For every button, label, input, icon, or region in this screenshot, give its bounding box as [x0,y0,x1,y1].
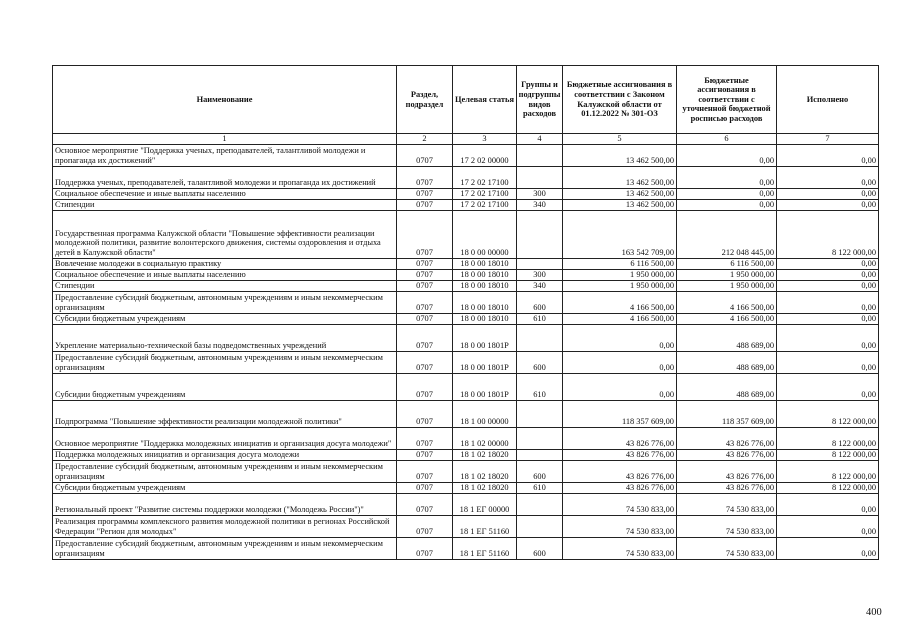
cell-target: 18 1 02 18020 [453,460,517,482]
page-number: 400 [866,607,882,618]
cell-revised: 0,00 [677,166,777,188]
cell-target: 18 1 ЕГ 51160 [453,515,517,537]
cell-target: 17 2 02 17100 [453,166,517,188]
table-row [53,373,879,400]
cell-name: Реализация программы комплексного развития молодежной политики в регионах Российской Федерации "Регион для молодых" [53,515,397,537]
cell-executed: 0,00 [777,493,879,515]
cell-executed: 0,00 [777,258,879,269]
cell-name: Региональный проект "Развитие системы поддержки молодежи ("Молодежь России")" [53,493,397,515]
cell-executed: 0,00 [777,199,879,210]
table-row [53,460,879,482]
header-groups: Группы и подгруппы видов расходов [517,66,563,134]
cell-target: 18 0 00 1801P [453,351,517,373]
cell-revised: 488 689,00 [677,373,777,400]
header-target: Целевая статья [453,66,517,134]
cell-name: Укрепление материально-технической базы подведомственных учреждений [53,324,397,351]
cell-executed: 0,00 [777,313,879,324]
cell-group: 600 [517,537,563,559]
cell-section: 0707 [397,449,453,460]
budget-table [52,65,879,560]
cell-executed: 0,00 [777,291,879,313]
table-row [53,269,879,280]
cell-executed: 0,00 [777,166,879,188]
cell-name: Поддержка ученых, преподавателей, талантливой молодежи и пропаганда их достижений [53,166,397,188]
cell-group: 610 [517,482,563,493]
cell-target: 18 0 00 00000 [453,210,517,258]
cell-executed: 8 122 000,00 [777,427,879,449]
header-revised: Бюджетные ассигнования в соответствии с уточненной бюджетной росписью расходов [677,66,777,134]
cell-target: 18 0 00 1801P [453,324,517,351]
column-number: 7 [777,134,879,145]
cell-section: 0707 [397,537,453,559]
cell-section: 0707 [397,313,453,324]
cell-group: 600 [517,351,563,373]
cell-name: Социальное обеспечение и иные выплаты населению [53,269,397,280]
cell-section: 0707 [397,493,453,515]
cell-executed: 0,00 [777,188,879,199]
cell-revised: 0,00 [677,188,777,199]
cell-law: 6 116 500,00 [563,258,677,269]
cell-executed: 0,00 [777,515,879,537]
table-row [53,166,879,188]
cell-name: Предоставление субсидий бюджетным, автономным учреждениям и иным некоммерческим организациям [53,291,397,313]
cell-name: Основное мероприятие "Поддержка ученых, преподавателей, талантливой молодежи и пропаганда их достижений" [53,144,397,166]
cell-section: 0707 [397,188,453,199]
table-row [53,280,879,291]
cell-target: 18 0 00 1801P [453,373,517,400]
cell-revised: 0,00 [677,144,777,166]
table-row [53,291,879,313]
cell-executed: 0,00 [777,144,879,166]
cell-section: 0707 [397,427,453,449]
cell-section: 0707 [397,324,453,351]
column-number-row [53,134,879,145]
cell-section: 0707 [397,199,453,210]
cell-group: 300 [517,269,563,280]
cell-revised: 1 950 000,00 [677,269,777,280]
cell-revised: 74 530 833,00 [677,515,777,537]
cell-group [517,258,563,269]
cell-revised: 74 530 833,00 [677,537,777,559]
cell-executed: 0,00 [777,324,879,351]
cell-revised: 4 166 500,00 [677,313,777,324]
cell-law: 43 826 776,00 [563,427,677,449]
cell-group [517,449,563,460]
column-number: 2 [397,134,453,145]
cell-group [517,144,563,166]
cell-group: 600 [517,460,563,482]
cell-revised: 43 826 776,00 [677,427,777,449]
column-number: 5 [563,134,677,145]
cell-target: 18 1 02 00000 [453,427,517,449]
cell-law: 118 357 609,00 [563,400,677,427]
cell-law: 0,00 [563,324,677,351]
cell-executed: 0,00 [777,269,879,280]
table-row [53,188,879,199]
cell-law: 0,00 [563,373,677,400]
cell-law: 4 166 500,00 [563,291,677,313]
cell-target: 18 1 02 18020 [453,449,517,460]
table-row [53,449,879,460]
column-number: 1 [53,134,397,145]
cell-revised: 1 950 000,00 [677,280,777,291]
cell-target: 17 2 02 17100 [453,188,517,199]
cell-name: Государственная программа Калужской области "Повышение эффективности реализации молодежной политики, развитие волонтерского движения, системы оздоровления и отдыха детей в Калужской области" [53,210,397,258]
cell-target: 18 1 ЕГ 00000 [453,493,517,515]
header-name: Наименование [53,66,397,134]
header-law: Бюджетные ассигнования в соответствии с Законом Калужской области от 01.12.2022 № 301-ОЗ [563,66,677,134]
cell-section: 0707 [397,210,453,258]
cell-section: 0707 [397,460,453,482]
cell-target: 18 0 00 18010 [453,291,517,313]
cell-revised: 212 048 445,00 [677,210,777,258]
cell-group: 340 [517,280,563,291]
table-row [53,144,879,166]
cell-executed: 0,00 [777,280,879,291]
cell-executed: 8 122 000,00 [777,460,879,482]
cell-revised: 6 116 500,00 [677,258,777,269]
header-executed: Исполнено [777,66,879,134]
cell-group: 610 [517,313,563,324]
cell-group [517,324,563,351]
table-row [53,537,879,559]
cell-law: 13 462 500,00 [563,144,677,166]
cell-law: 13 462 500,00 [563,166,677,188]
cell-law: 163 542 709,00 [563,210,677,258]
cell-target: 18 1 02 18020 [453,482,517,493]
cell-executed: 0,00 [777,537,879,559]
cell-section: 0707 [397,482,453,493]
cell-name: Субсидии бюджетным учреждениям [53,373,397,400]
cell-name: Стипендии [53,280,397,291]
table-row [53,210,879,258]
cell-name: Предоставление субсидий бюджетным, автономным учреждениям и иным некоммерческим организациям [53,460,397,482]
cell-law: 1 950 000,00 [563,269,677,280]
cell-law: 13 462 500,00 [563,188,677,199]
cell-target: 18 0 00 18010 [453,280,517,291]
cell-law: 13 462 500,00 [563,199,677,210]
cell-section: 0707 [397,166,453,188]
cell-executed: 8 122 000,00 [777,449,879,460]
cell-group [517,493,563,515]
budget-table-container [52,65,878,560]
cell-name: Стипендии [53,199,397,210]
cell-law: 43 826 776,00 [563,449,677,460]
column-number: 6 [677,134,777,145]
header-row [53,66,879,134]
cell-revised: 43 826 776,00 [677,460,777,482]
cell-group: 610 [517,373,563,400]
cell-revised: 488 689,00 [677,324,777,351]
cell-group [517,210,563,258]
cell-section: 0707 [397,291,453,313]
cell-target: 18 1 ЕГ 51160 [453,537,517,559]
column-number: 3 [453,134,517,145]
cell-group [517,427,563,449]
cell-target: 17 2 02 17100 [453,199,517,210]
cell-section: 0707 [397,280,453,291]
cell-law: 74 530 833,00 [563,537,677,559]
cell-law: 1 950 000,00 [563,280,677,291]
cell-name: Поддержка молодежных инициатив и организация досуга молодежи [53,449,397,460]
cell-section: 0707 [397,351,453,373]
cell-target: 17 2 02 00000 [453,144,517,166]
cell-name: Основное мероприятие "Поддержка молодежных инициатив и организация досуга молодежи" [53,427,397,449]
cell-revised: 43 826 776,00 [677,449,777,460]
cell-group [517,400,563,427]
cell-target: 18 1 00 00000 [453,400,517,427]
cell-section: 0707 [397,400,453,427]
table-row [53,482,879,493]
cell-law: 43 826 776,00 [563,460,677,482]
cell-name: Субсидии бюджетным учреждениям [53,313,397,324]
cell-name: Предоставление субсидий бюджетным, автономным учреждениям и иным некоммерческим организациям [53,537,397,559]
table-row [53,324,879,351]
cell-law: 74 530 833,00 [563,493,677,515]
cell-revised: 4 166 500,00 [677,291,777,313]
cell-group: 300 [517,188,563,199]
header-section: Раздел, подраздел [397,66,453,134]
cell-revised: 0,00 [677,199,777,210]
table-row [53,351,879,373]
cell-name: Субсидии бюджетным учреждениям [53,482,397,493]
cell-section: 0707 [397,258,453,269]
cell-group: 600 [517,291,563,313]
cell-law: 74 530 833,00 [563,515,677,537]
cell-executed: 8 122 000,00 [777,210,879,258]
table-row [53,199,879,210]
cell-revised: 488 689,00 [677,351,777,373]
cell-name: Подпрограмма "Повышение эффективности реализации молодежной политики" [53,400,397,427]
cell-name: Вовлечение молодежи в социальную практику [53,258,397,269]
cell-executed: 8 122 000,00 [777,400,879,427]
cell-section: 0707 [397,515,453,537]
table-row [53,515,879,537]
cell-executed: 0,00 [777,351,879,373]
table-row [53,400,879,427]
cell-target: 18 0 00 18010 [453,258,517,269]
cell-revised: 74 530 833,00 [677,493,777,515]
cell-executed: 8 122 000,00 [777,482,879,493]
cell-name: Социальное обеспечение и иные выплаты населению [53,188,397,199]
table-row [53,313,879,324]
cell-law: 0,00 [563,351,677,373]
table-row [53,427,879,449]
cell-revised: 43 826 776,00 [677,482,777,493]
cell-section: 0707 [397,373,453,400]
table-row [53,493,879,515]
cell-group [517,166,563,188]
cell-law: 4 166 500,00 [563,313,677,324]
cell-group [517,515,563,537]
cell-revised: 118 357 609,00 [677,400,777,427]
table-row [53,258,879,269]
cell-name: Предоставление субсидий бюджетным, автономным учреждениям и иным некоммерческим организациям [53,351,397,373]
cell-group: 340 [517,199,563,210]
column-number: 4 [517,134,563,145]
cell-executed: 0,00 [777,373,879,400]
table-body [53,144,879,559]
cell-section: 0707 [397,269,453,280]
cell-target: 18 0 00 18010 [453,269,517,280]
cell-section: 0707 [397,144,453,166]
cell-target: 18 0 00 18010 [453,313,517,324]
cell-law: 43 826 776,00 [563,482,677,493]
